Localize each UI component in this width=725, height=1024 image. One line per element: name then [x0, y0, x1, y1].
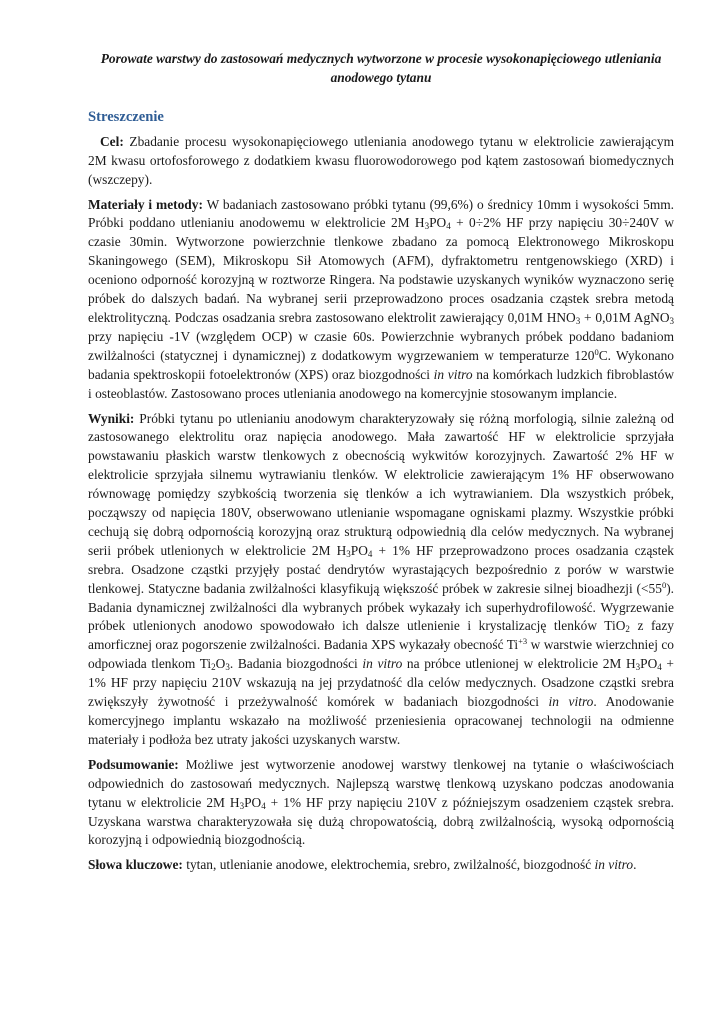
label-materialy: Materiały i metody: — [88, 196, 203, 212]
label-podsumowanie: Podsumowanie: — [88, 756, 179, 772]
paragraph-cel: Cel: Zbadanie procesu wysokonapięciowego utleniania anodowego tytanu w elektrolicie zawierającym 2M kwasu ortofosforowego z dodatkiem kwasu fluorowodorowego pod kątem zastosowań biomedycznych (wszczepy). — [88, 133, 674, 187]
paragraph-wyniki: Wyniki: Próbki tytanu po utlenianiu anodowym charakteryzowały się różną morfologią, silnie zależną od zastosowanego elektrolitu oraz napięcia anodowego. Mała zawartość HF w elektrolicie sprzyjała powstawaniu płaskich warstw tlenkowych z obecnością wykwitów korozyjnych. Zawartość 2% HF w elektrolicie sprzyjała silnemu wytrawianiu tlenków. W elektrolicie zawierającym 1% HF obserwowano równowagę pomiędzy szybkością tworzenia się tlenków a ich wytrawianiem. Dla wszystkich próbek, począwszy od napięcia 180V, obserwowano utlenianie wspomagane ogniskami plazmy. Wszystkie próbki cechują się dobrą odpornością korozyjną oraz strukturą odpowiednią dla celów medycznych. Na wybranej serii próbek utlenionych w elektrolicie 2M $H_3PO_4 + 1\%$ HF przeprowadzono proces osadzania cząstek srebra. Osadzone cząstki przyjęły postać dendrytów wyrastających bezpośrednio z porów w warstwie tlenkowej. Statyczne badania zwilżalności klasyfikują większość próbek w zakresie silnej bioadhezji $(<55^0)$. Badania dynamicznej zwilżalności dla wybranych próbek wykazały ich superhydrofilowość. Wygrzewanie próbek utlenionych anodowo spowodowało ich dalsze utlenienie i krystalizację tlenków TiO$_2$ z fazy amorficznej oraz pogorszenie zwilżalności. Badania XPS wykazały obecność $Ti^{+3}$ w warstwie wierzchniej co odpowiada tlenkom $Ti_2O_3$. Badania biozgodności in vitro na próbce utlenionej w elektrolicie 2M $H_3PO_4 + 1\%$ HF przy napięciu 210V wskazują na jej przydatność dla celów medycznych. Osadzone cząstki srebra zwiększyły żywotność i przeżywalność komórek w badaniach biozgodności in vitro. Anodowanie komercyjnego implantu wskazało na możliwość przeniesienia opracowanej technologii na odmienne materiały i podłoża bez utraty jakości uzyskanych warstw. — [88, 410, 674, 747]
label-cel: Cel: — [100, 133, 124, 149]
paragraph-podsumowanie: Podsumowanie: Możliwe jest wytworzenie anodowej warstwy tlenkowej na tytanie o właściwościach odpowiednich do zastosowań medycznych. Najlepszą warstwę tlenkową uzyskano podczas anodowania tytanu w elektrolicie 2M $H_3PO_4 + 1\%$ HF przy napięciu 210V z późniejszym osadzeniem cząstek srebra. Uzyskana warstwa charakteryzowała się dużą chropowatością, dobrą zwilżalnością, wysoką odpornością korozyjną i odpowiednią biozgodnością. — [88, 756, 675, 848]
abstract-page — [88, 50, 674, 881]
paragraph-keywords: Słowa kluczowe: tytan, utlenianie anodowe, elektrochemia, srebro, zwilżalność, biozgodność in vitro. — [88, 857, 637, 873]
section-heading-abstract: Streszczenie — [88, 108, 164, 125]
label-wyniki: Wyniki: — [88, 410, 135, 426]
paper-title: Porowate warstwy do zastosowań medycznych wytworzone w procesie wysokonapięciowego utleniania anodowego tytanu — [100, 51, 662, 85]
paragraph-materialy: Materiały i metody: W badaniach zastosowano próbki tytanu (99,6%) o średnicy 10mm i wysokości 5mm. Próbki poddano utlenianiu anodowemu w elektrolicie 2M $H_3PO_4 + 0\div 2\%$ HF przy napięciu 30÷240V w czasie 30min. Wytworzone powierzchnie tlenkowe zbadano za pomocą Elektronowego Mikroskopu Skaningowego (SEM), Mikroskopu Sił Atomowych (AFM), dyfraktometru rentgenowskiego (XRD) i oceniono odporność korozyjną w roztworze Ringera. Na podstawie uzyskanych wyników wyznaczono serię próbek do dalszych badań. Na wybranej serii przeprowadzono proces osadzania cząstek srebra metodą elektrolityczną. Podczas osadzania srebra zastosowano elektrolit zawierający 0,01M $HNO_3 + 0,01M$ AgNO$_3$ przy napięciu -1V (względem OCP) w czasie 60s. Powierzchnie wybranych próbek poddano badaniom zwilżalności (statycznej i dynamicznej) z dodatkowym wygrzewaniem w temperaturze $120^0C$. Wykonano badania spektroskopii fotoelektronów (XPS) oraz biozgodności in vitro na komórkach ludzkich fibroblastów i osteoblastów. Zastosowano proces utleniania anodowego na komercyjnie stosowanym implancie. — [88, 196, 675, 401]
label-keywords: Słowa kluczowe: — [88, 857, 183, 873]
